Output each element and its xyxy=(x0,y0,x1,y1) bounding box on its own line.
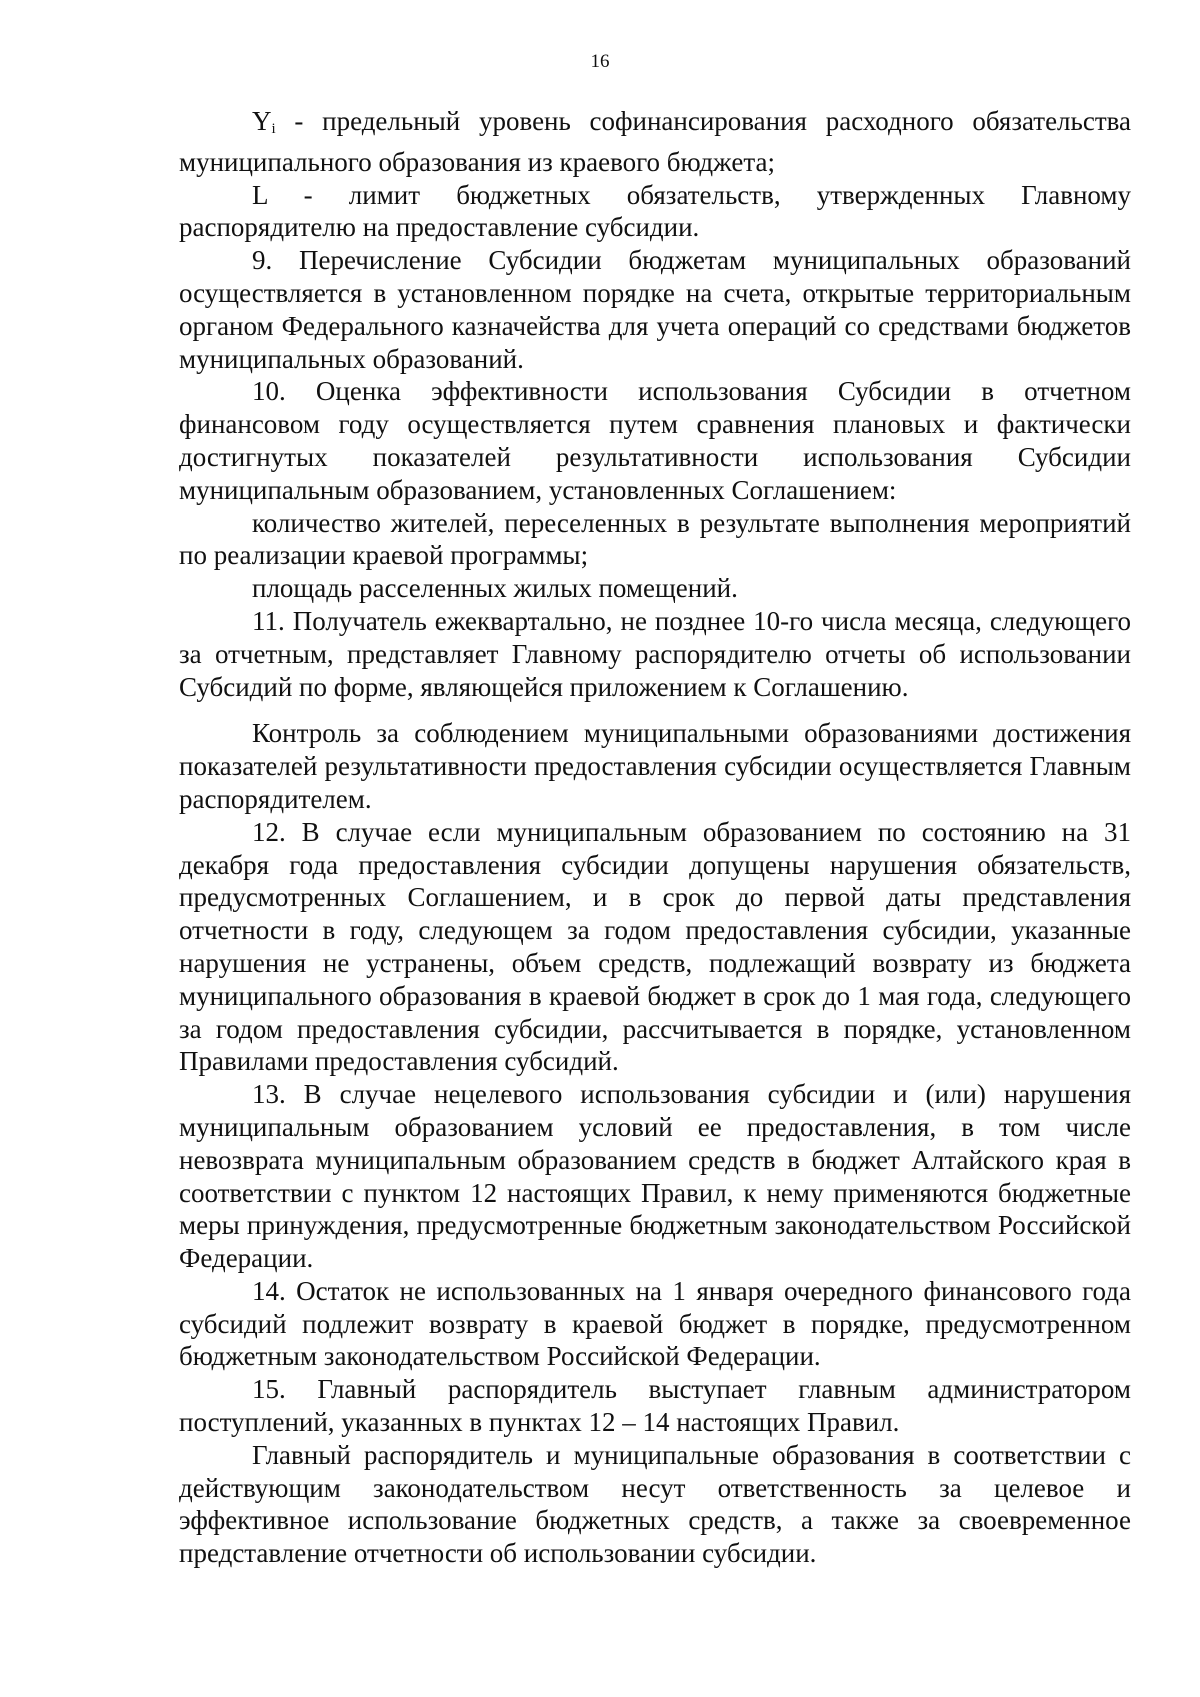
y-symbol: Y xyxy=(252,106,272,136)
paragraph-responsibility: Главный распорядитель и муниципальные образования в соответствии с действующим законодательством несут ответственность за целевое и эффективное использование бюджетных средств, а также за своевременное представление отчетности об использовании субсидии. xyxy=(179,1439,1131,1569)
paragraph-item-10: 10. Оценка эффективности использования Субсидии в отчетном финансовом году осуществляется путем сравнения плановых и фактически достигнутых показателей результативности использования Субсидии муниципальным образованием, установленных Соглашением: xyxy=(179,376,1131,505)
paragraph-indicator-area: площадь расселенных жилых помещений. xyxy=(252,573,738,604)
paragraph-control: Контроль за соблюдением муниципальными образованиями достижения показателей результативности предоставления субсидии осуществляется Главным распорядителем. xyxy=(179,718,1131,814)
paragraph-item-9: 9. Перечисление Субсидии бюджетам муниципальных образований осуществляется в установленном порядке на счета, открытые территориальным органом Федерального казначейства для учета операций со средствами бюджетов муниципальных образований. xyxy=(179,245,1131,374)
y-subscript: i xyxy=(271,121,276,137)
document-body xyxy=(179,105,1131,1570)
y-definition-text: - предельный уровень софинансирования расходного обязательства муниципального образования из краевого бюджета; xyxy=(179,106,1131,177)
paragraph-indicator-residents: количество жителей, переселенных в результате выполнения мероприятий по реализации краевой программы; xyxy=(179,507,1131,571)
paragraph-item-12: 12. В случае если муниципальным образованием по состоянию на 31 декабря года предоставления субсидии допущены нарушения обязательств, предусмотренных Соглашением, и в срок до первой даты представления отчетности в году, следующем за годом предоставления субсидии, указанные нарушения не устранены, объем средств, подлежащий возврату из бюджета муниципального образования в краевой бюджет в срок до 1 мая года, следующего за годом предоставления субсидии, рассчитывается в порядке, установленном Правилами предоставления субсидий. xyxy=(179,816,1131,1077)
paragraph-l-definition: L - лимит бюджетных обязательств, утвержденных Главному распорядителю на предоставление субсидии. xyxy=(179,179,1131,243)
page-number: 16 xyxy=(590,51,610,72)
paragraph-y-definition xyxy=(179,105,1131,179)
paragraph-item-15: 15. Главный распорядитель выступает главным администратором поступлений, указанных в пунктах 12 – 14 настоящих Правил. xyxy=(179,1374,1131,1438)
paragraph-item-14: 14. Остаток не использованных на 1 января очередного финансового года субсидий подлежит возврату в краевой бюджет в порядке, предусмотренном бюджетным законодательством Российской Федерации. xyxy=(179,1275,1131,1372)
paragraph-item-13: 13. В случае нецелевого использования субсидии и (или) нарушения муниципальным образованием условий ее предоставления, в том числе невозврата муниципальным образованием средств в бюджет Алтайского края в соответствии с пунктом 12 настоящих Правил, к нему применяются бюджетные меры принуждения, предусмотренные бюджетным законодательством Российской Федерации. xyxy=(179,1079,1131,1274)
paragraph-item-11: 11. Получатель ежеквартально, не позднее 10-го числа месяца, следующего за отчетным, представляет Главному распорядителю отчеты об использовании Субсидий по форме, являющейся приложением к Соглашению. xyxy=(179,605,1131,702)
